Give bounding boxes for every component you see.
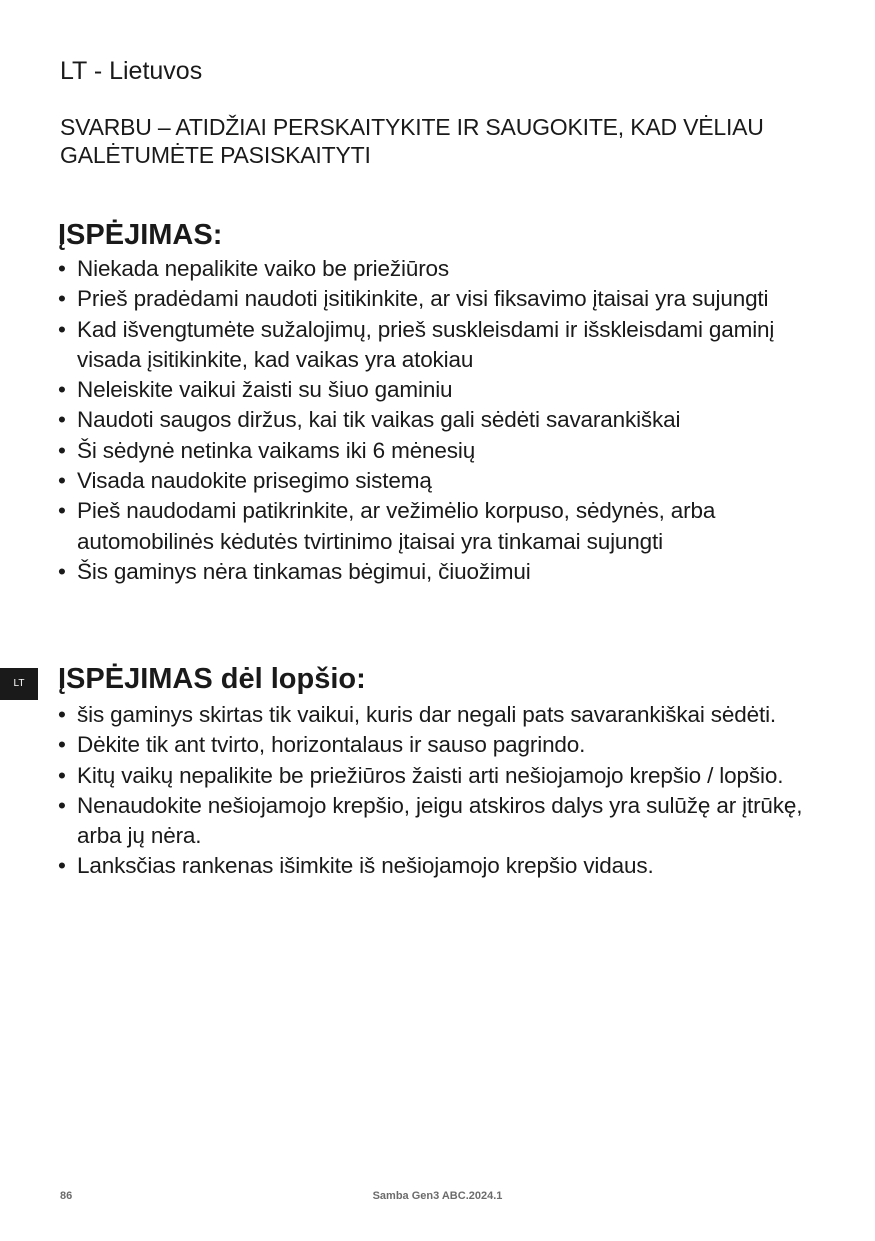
list-item-text: Šis gaminys nėra tinkamas bėgimui, čiuožimui — [77, 558, 531, 584]
bullet-icon: • — [58, 558, 66, 584]
list-item — [58, 254, 828, 284]
bullet-icon: • — [58, 286, 66, 312]
list-item-text: Prieš pradėdami naudoti įsitikinkite, ar visi fiksavimo įtaisai yra sujungti — [77, 286, 769, 312]
list-item-text: Neleiskite vaikui žaisti su šiuo gaminiu — [77, 377, 453, 403]
language-side-tab: LT — [0, 668, 38, 700]
list-item — [58, 496, 828, 557]
bullet-icon: • — [58, 792, 66, 818]
list-item-text: Dėkite tik ant tvirto, horizontalaus ir sauso pagrindo. — [77, 732, 586, 758]
warning-list — [58, 254, 828, 587]
cot-warning-list — [58, 700, 828, 882]
list-item — [58, 791, 828, 852]
list-item-text: Visada naudokite prisegimo sistemą — [77, 468, 432, 494]
list-item — [58, 436, 828, 466]
bullet-icon: • — [58, 498, 66, 524]
list-item-text: Pieš naudodami patikrinkite, ar vežimėlio korpuso, sėdynės, arba automobilinės kėdutės tvirtinimo įtaisai yra tinkamai sujungti — [77, 498, 716, 554]
list-item-text: Ši sėdynė netinka vaikams iki 6 mėnesių — [77, 437, 476, 463]
bullet-icon: • — [58, 468, 66, 494]
document-id: Samba Gen3 ABC.2024.1 — [372, 1190, 503, 1202]
list-item — [58, 466, 828, 496]
list-item — [58, 375, 828, 405]
bullet-icon: • — [58, 377, 66, 403]
cot-warning-heading: ĮSPĖJIMAS dėl lopšio: — [58, 663, 366, 695]
bullet-icon: • — [58, 407, 66, 433]
list-item — [58, 557, 828, 587]
list-item-text: Nenaudokite nešiojamojo krepšio, jeigu atskiros dalys yra sulūžę ar įtrūkę, arba jų nėra. — [77, 792, 803, 849]
list-item — [58, 730, 828, 760]
list-item — [58, 761, 828, 791]
list-item-text: Kitų vaikų nepalikite be priežiūros žaisti arti nešiojamojo krepšio / lopšio. — [77, 762, 784, 788]
important-notice: SVARBU – ATIDŽIAI PERSKAITYKITE IR SAUGOKITE, KAD VĖLIAU GALĖTUMĖTE PASISKAITYTI — [60, 114, 764, 168]
list-item-text: Naudoti saugos diržus, kai tik vaikas gali sėdėti savarankiškai — [77, 407, 681, 433]
warning-heading: ĮSPĖJIMAS: — [58, 219, 223, 251]
list-item-text: šis gaminys skirtas tik vaikui, kuris dar negali pats savarankiškai sėdėti. — [77, 702, 777, 727]
list-item — [58, 315, 828, 376]
page-number: 86 — [60, 1190, 73, 1202]
bullet-icon: • — [58, 762, 66, 788]
bullet-icon: • — [58, 702, 66, 727]
list-item-text: Kad išvengtumėte sužalojimų, prieš suskleisdami ir išskleisdami gaminį visada įsitikinkite, kad vaikas yra atokiau — [77, 316, 775, 372]
list-item — [58, 700, 828, 730]
list-item — [58, 851, 828, 881]
bullet-icon: • — [58, 437, 66, 463]
list-item — [58, 405, 828, 435]
list-item-text: Lanksčias rankenas išimkite iš nešiojamojo krepšio vidaus. — [77, 853, 654, 879]
language-title: LT - Lietuvos — [60, 57, 203, 85]
bullet-icon: • — [58, 732, 66, 758]
bullet-icon: • — [58, 316, 66, 342]
bullet-icon: • — [58, 256, 66, 281]
list-item — [58, 284, 828, 314]
list-item-text: Niekada nepalikite vaiko be priežiūros — [77, 256, 450, 281]
bullet-icon: • — [58, 853, 66, 879]
